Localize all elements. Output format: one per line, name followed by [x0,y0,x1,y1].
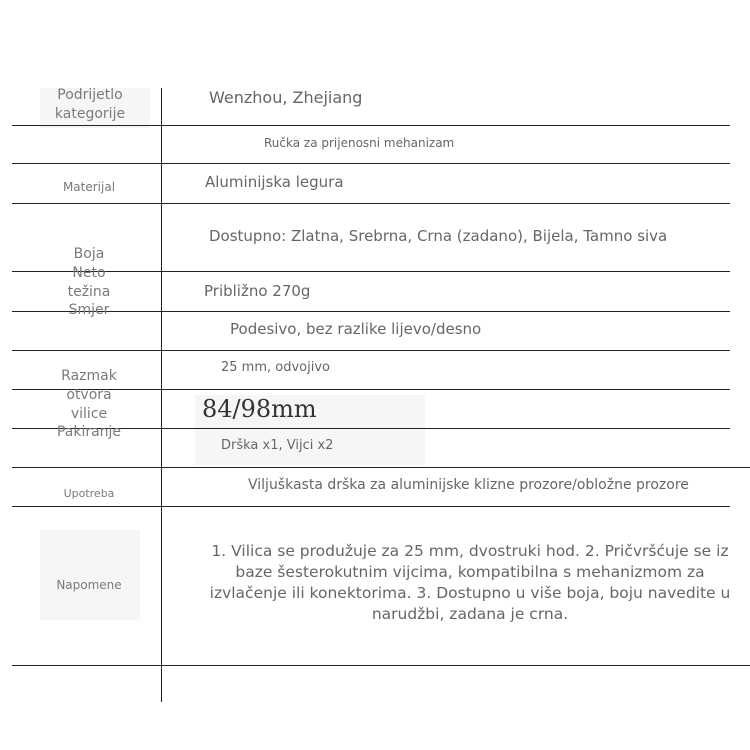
value-direction: Podesivo, bez razlike lijevo/desno [230,320,482,338]
column-divider [161,88,162,702]
value-spacing: 25 mm, odvojivo [221,360,330,375]
value-notes: 1. Vilica se produžuje za 25 mm, dvostruki hod. 2. Pričvršćuje se iz baze šesterokutnim vijcima, kompatibilna s mehanizmom za izvlačenje ili konektorima. 3. Dostupno u više boja, boju navedite u narudžbi, zadana je crna. [209,542,731,623]
row-divider [12,665,750,666]
label-usage: Upotreba [63,487,115,500]
row-divider [12,467,750,468]
value-origin: Wenzhou, Zhejiang [209,88,363,107]
row-divider [12,350,730,351]
label-fork-opening: otvora vilice [66,387,112,422]
value-color: Dostupno: Zlatna, Srebrna, Crna (zadano), Bijela, Tamno siva [209,227,668,245]
value-net-weight: Približno 270g [204,282,311,300]
value-product-name: Ručka za prijenosni mehanizam [264,136,455,150]
label-material: Materijal [62,180,116,194]
row-divider [12,203,730,204]
label-color: Boja [73,246,105,262]
value-fork-opening: 84/98mm [202,395,317,423]
label-packaging: Pakiranje [56,424,122,440]
label-notes: Napomene [56,578,122,592]
scan-smudge [40,530,140,620]
value-packaging: Drška x1, Vijci x2 [221,438,334,453]
value-material: Aluminijska legura [205,173,344,191]
value-usage: Viljuškasta drška za aluminijske klizne prozore/obložne prozore [248,477,689,493]
label-direction: Smjer [68,302,110,318]
row-divider [12,506,730,507]
label-origin: Podrijetlo kategorije [54,87,126,122]
row-divider [12,125,730,126]
row-divider [12,163,730,164]
label-spacing: Razmak [61,368,117,384]
label-net-weight: Neto težina [67,265,111,300]
